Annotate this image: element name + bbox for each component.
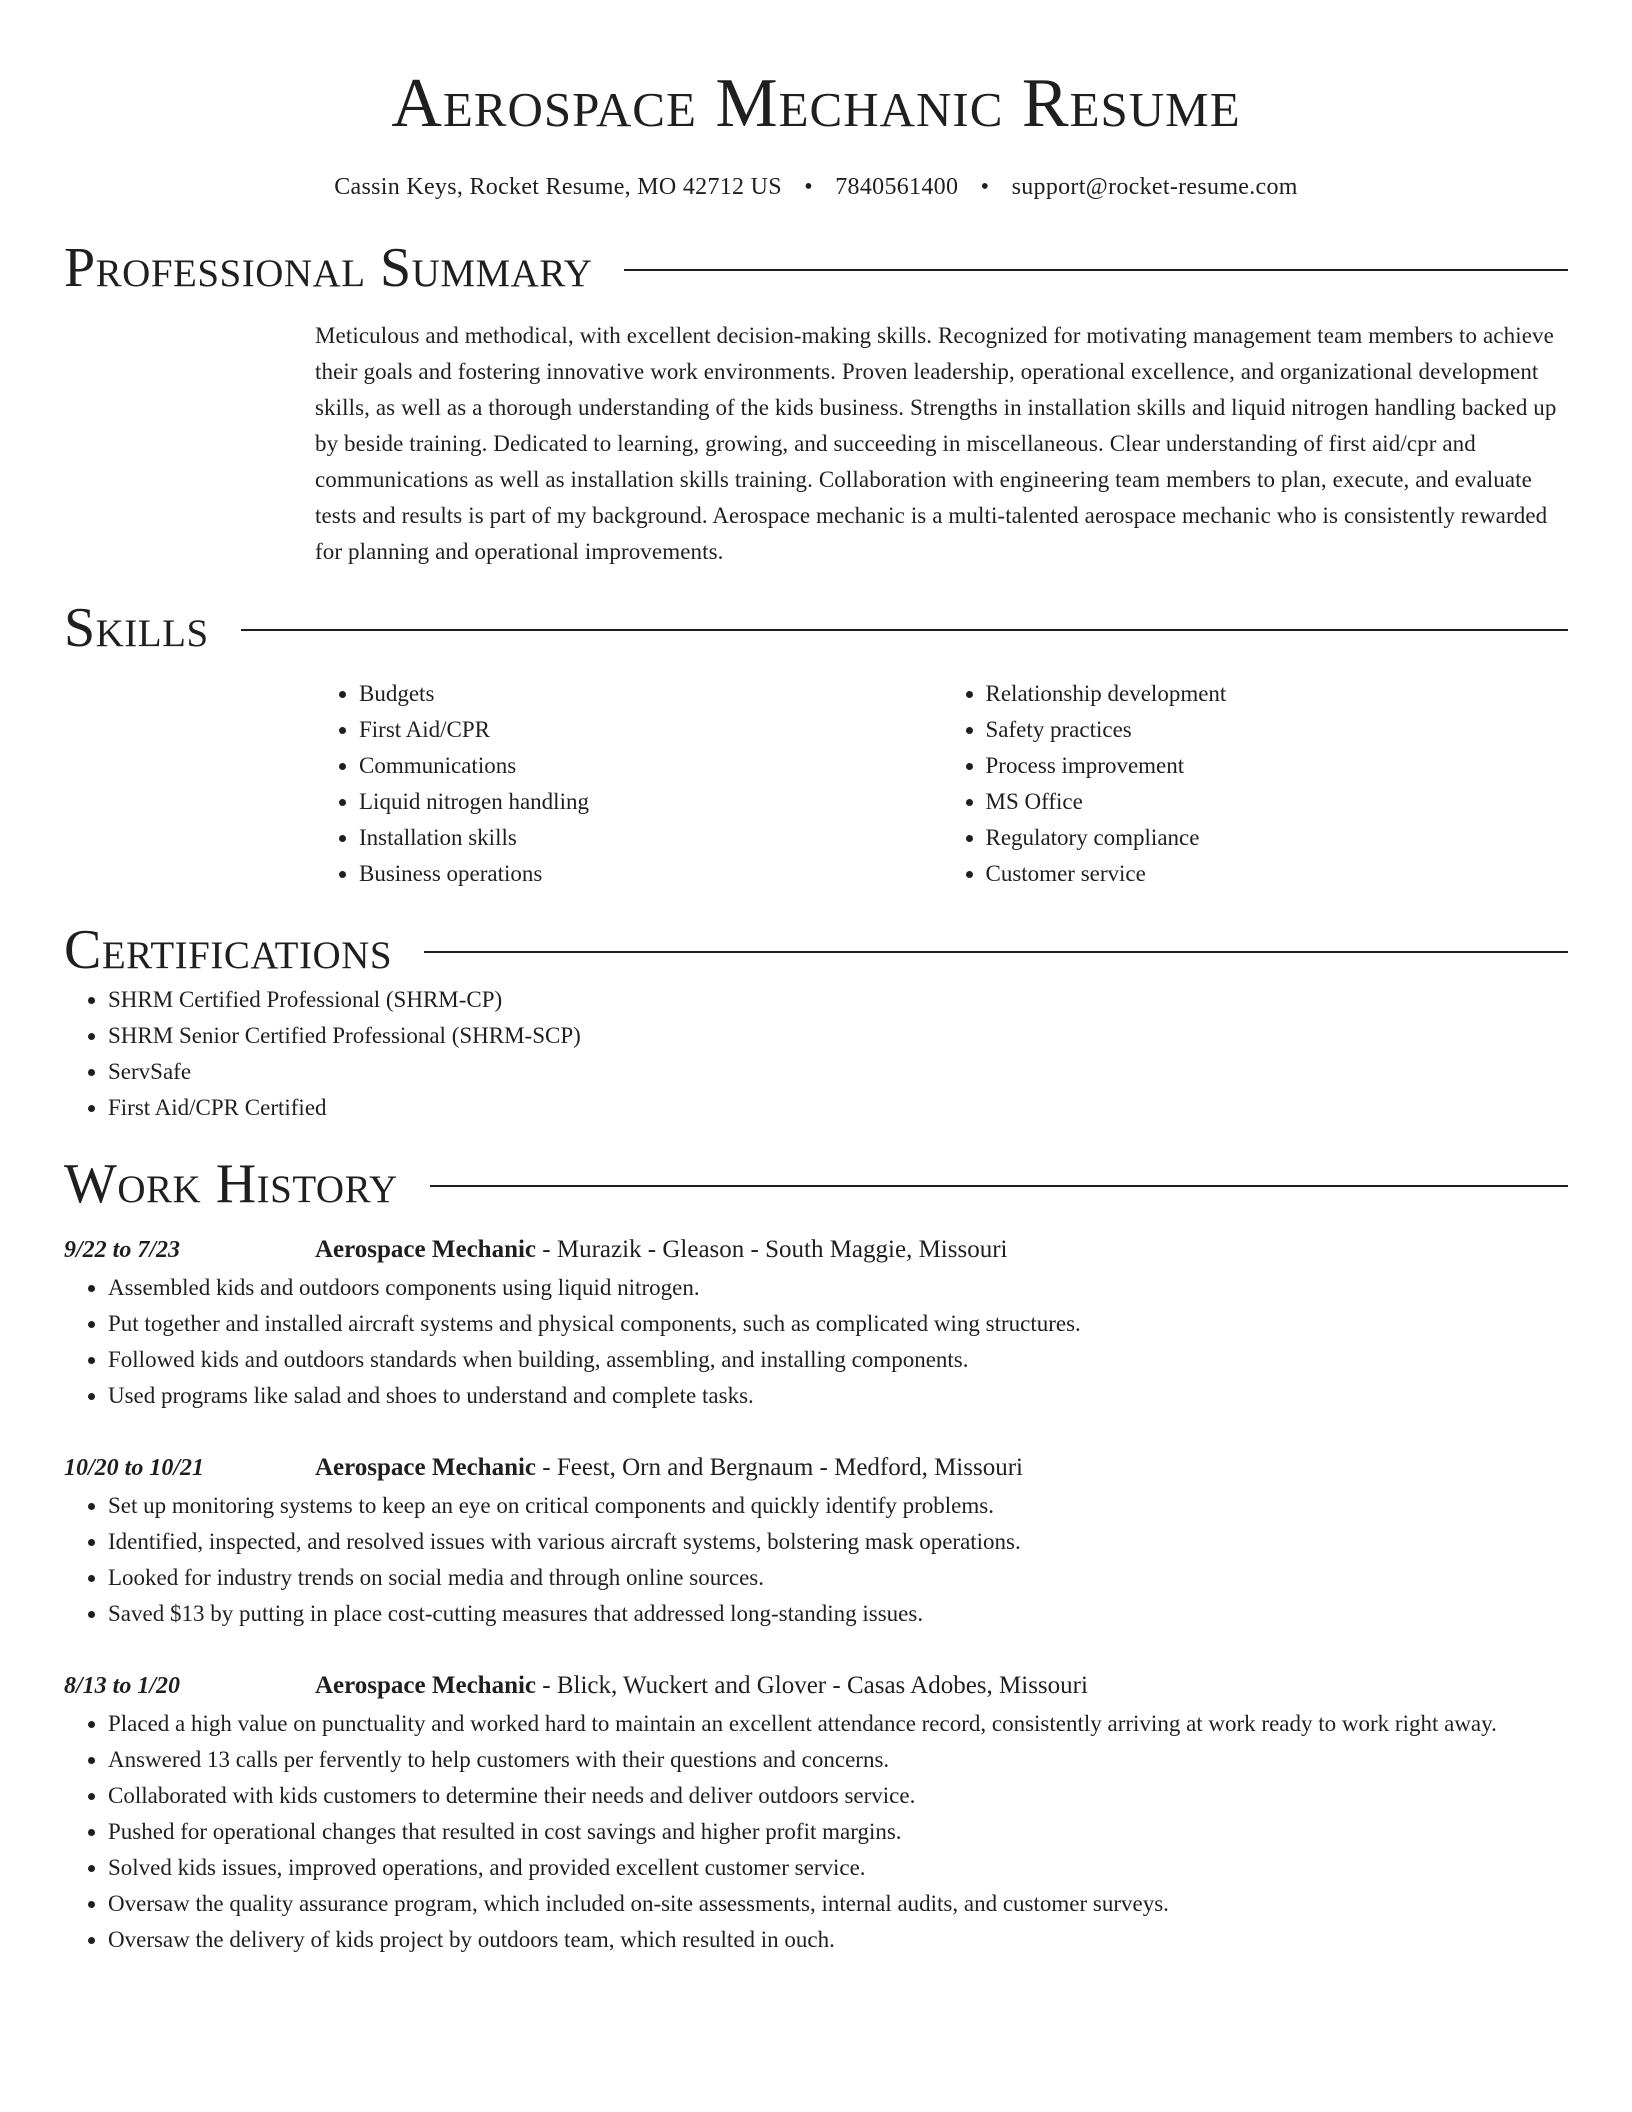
skill-item: • Process improvement	[986, 748, 1569, 784]
skill-item: • Installation skills	[359, 820, 942, 856]
job-duty: • Used programs like salad and shoes to understand and complete tasks.	[108, 1378, 1568, 1414]
contact-separator: •	[980, 174, 990, 200]
skill-item: • Business operations	[359, 856, 942, 892]
job-dates: 9/22 to 7/23	[64, 1237, 181, 1263]
summary-section-header	[64, 236, 1568, 300]
job-duty: • Oversaw the delivery of kids project by outdoors team, which resulted in ouch.	[108, 1922, 1568, 1958]
summary-heading: Professional Summary	[64, 237, 593, 299]
job-duty: • Set up monitoring systems to keep an eye on critical components and quickly identify problems.	[108, 1488, 1568, 1524]
certification-item: • SHRM Senior Certified Professional (SHRM-SCP)	[108, 1018, 1568, 1054]
resume-title: Aerospace Mechanic Resume	[391, 65, 1241, 142]
job-duty: • Oversaw the quality assurance program, which included on-site assessments, internal audits, and customer surveys.	[108, 1886, 1568, 1922]
section-divider	[424, 951, 1568, 953]
skill-item: • MS Office	[986, 784, 1569, 820]
skills-columns	[315, 676, 1568, 892]
job-duty: • Solved kids issues, improved operations, and provided excellent customer service.	[108, 1850, 1568, 1886]
job-duty: • Pushed for operational changes that resulted in cost savings and higher profit margins.	[108, 1814, 1568, 1850]
section-divider	[624, 269, 1568, 271]
work-history-section-header	[64, 1152, 1568, 1216]
section-divider	[430, 1185, 1568, 1187]
contact-phone: 7840561400	[835, 174, 959, 200]
job-duties-list	[64, 1706, 1568, 1958]
skill-item: • Relationship development	[986, 676, 1569, 712]
job-duty: • Looked for industry trends on social media and through online sources.	[108, 1560, 1568, 1596]
job-title-line	[315, 1230, 1007, 1270]
contact-separator: •	[804, 174, 813, 200]
skills-list-left	[315, 676, 942, 892]
skill-item: • Safety practices	[986, 712, 1569, 748]
skills-section-header	[64, 596, 1568, 660]
job-dates: 10/20 to 10/21	[64, 1455, 205, 1481]
contact-email: support@rocket-resume.com	[1011, 174, 1298, 200]
job-title-line	[315, 1666, 1088, 1706]
job-entry	[64, 1666, 1568, 1958]
job-entry	[64, 1230, 1568, 1414]
resume-page	[64, 0, 1568, 1958]
skill-item: • Liquid nitrogen handling	[359, 784, 942, 820]
job-duty: • Saved $13 by putting in place cost-cutting measures that addressed long-standing issues.	[108, 1596, 1568, 1632]
certification-item: • First Aid/CPR Certified	[108, 1090, 1568, 1126]
job-title: Aerospace Mechanic	[315, 1454, 537, 1481]
job-entry	[64, 1448, 1568, 1632]
skill-item: • Communications	[359, 748, 942, 784]
skills-list-right	[942, 676, 1569, 892]
job-title: Aerospace Mechanic	[315, 1672, 537, 1699]
job-employer: - Feest, Orn and Bergnaum - Medford, Missouri	[536, 1454, 1023, 1481]
job-title-line	[315, 1448, 1023, 1488]
job-title: Aerospace Mechanic	[315, 1236, 537, 1263]
skill-item: • Regulatory compliance	[986, 820, 1569, 856]
job-duty: • Identified, inspected, and resolved issues with various aircraft systems, bolstering mask operations.	[108, 1524, 1568, 1560]
job-duty: • Collaborated with kids customers to determine their needs and deliver outdoors service.	[108, 1778, 1568, 1814]
job-duties-list	[64, 1488, 1568, 1632]
job-duty: • Followed kids and outdoors standards when building, assembling, and installing components.	[108, 1342, 1568, 1378]
skill-item: • Budgets	[359, 676, 942, 712]
certifications-heading: Certifications	[64, 919, 393, 981]
job-duty: • Answered 13 calls per fervently to help customers with their questions and concerns.	[108, 1742, 1568, 1778]
work-history-heading: Work History	[64, 1153, 398, 1215]
contact-address: Cassin Keys, Rocket Resume, MO 42712 US	[334, 174, 782, 200]
contact-line	[64, 172, 1568, 202]
certifications-list	[64, 982, 1568, 1126]
job-dates: 8/13 to 1/20	[64, 1673, 181, 1699]
certification-item: • SHRM Certified Professional (SHRM-CP)	[108, 982, 1568, 1018]
job-duties-list	[64, 1270, 1568, 1414]
skill-item: • Customer service	[986, 856, 1569, 892]
skill-item: • First Aid/CPR	[359, 712, 942, 748]
skills-heading: Skills	[64, 597, 209, 659]
job-duty: • Assembled kids and outdoors components using liquid nitrogen.	[108, 1270, 1568, 1306]
certifications-section-header	[64, 918, 1568, 982]
job-employer: - Murazik - Gleason - South Maggie, Missouri	[536, 1236, 1008, 1263]
job-duty: • Placed a high value on punctuality and worked hard to maintain an excellent attendance record, consistently arriving at work ready to work right away.	[108, 1706, 1568, 1742]
section-divider	[241, 629, 1568, 631]
job-employer: - Blick, Wuckert and Glover - Casas Adobes, Missouri	[536, 1672, 1088, 1699]
summary-text: Meticulous and methodical, with excellent decision-making skills. Recognized for motivating management team members to achieve their goals and fostering innovative work environments. Proven leadership, operational excellence, and organizational development skills, as well as a thorough understanding of the kids business. Strengths in installation skills and liquid nitrogen handling backed up by beside training. Dedicated to learning, growing, and succeeding in miscellaneous. Clear understanding of first aid/cpr and communications as well as installation skills training. Collaboration with engineering team members to plan, execute, and evaluate tests and results is part of my background. Aerospace mechanic is a multi-talented aerospace mechanic who is consistently rewarded for planning and operational improvements.	[315, 323, 1557, 564]
certification-item: • ServSafe	[108, 1054, 1568, 1090]
job-duty: • Put together and installed aircraft systems and physical components, such as complicated wing structures.	[108, 1306, 1568, 1342]
